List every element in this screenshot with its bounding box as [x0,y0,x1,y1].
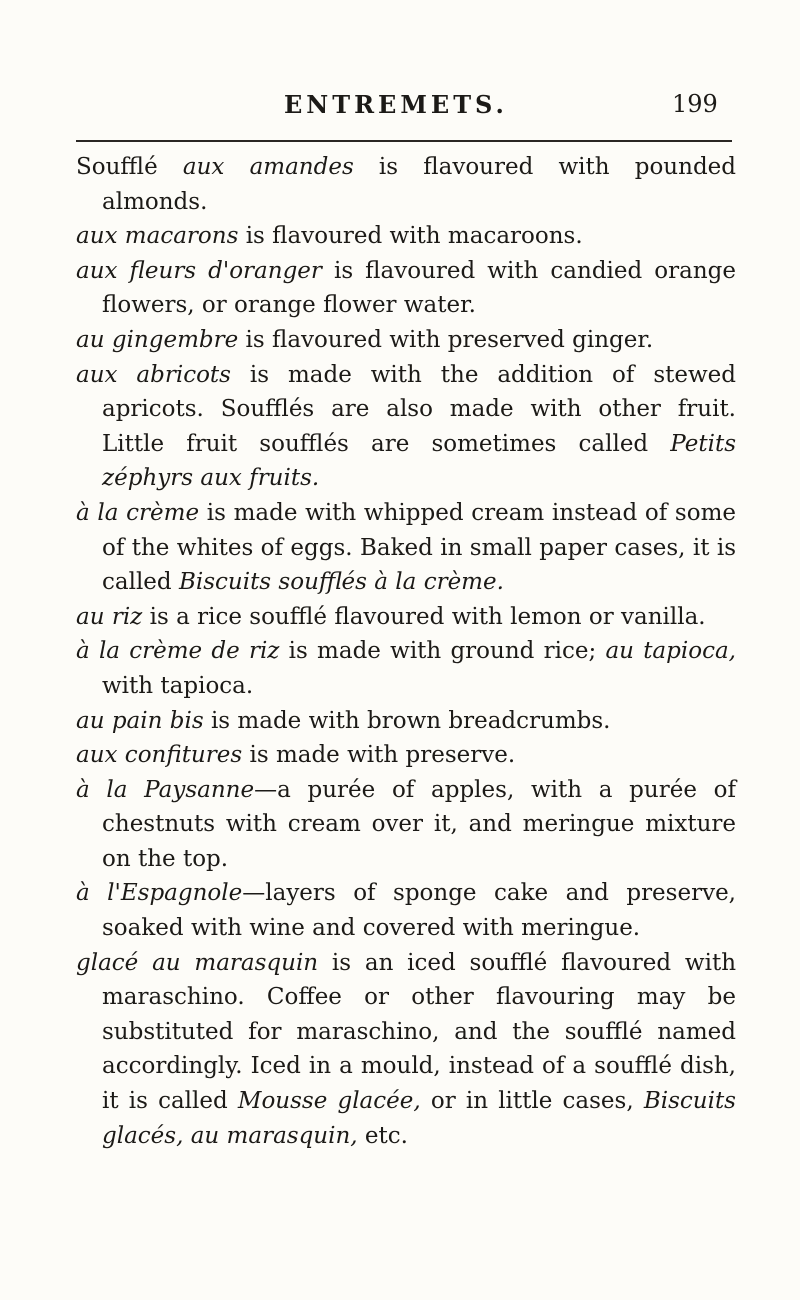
entry-name: aux amandes [182,154,354,180]
entry-name: à la crème [76,499,200,526]
entry-name: aux macarons [76,223,239,250]
entry-name-secondary: Mousse glacée, [237,1088,421,1115]
entry-name-tertiary: Biscuits glacés, au marasquin, [102,1088,736,1149]
entry-name-secondary: Biscuits soufflés à la crème. [178,569,504,596]
entries-text [76,150,736,1153]
entry-name: aux abricots [76,361,231,388]
entry-name: aux confitures [76,742,243,769]
entry-text: is flavoured with pounded almonds. [102,154,736,215]
entry-name: à la crème de riz [76,638,280,665]
entry-aux-abricots [76,358,736,496]
entry-text: —a purée of apples, with a purée of chestnuts with cream over it, and meringue mixture on the top. [102,776,736,872]
entry-a-la-creme [76,496,736,600]
entry-a-la-creme-de-riz [76,634,736,703]
entry-name: au pain bis [76,707,204,734]
entry-text: is made with the addition of stewed apricots. Soufflés are also made with other fruit. Little fruit soufflés are sometimes called [102,361,736,457]
entry-name: glacé au marasquin [76,949,319,976]
entry-name: au gingembre [76,326,239,353]
entry-aux-amandes [76,150,736,219]
entry-text: is made with brown breadcrumbs. [203,707,611,734]
entry-name-secondary: au tapioca, [605,638,736,665]
entry-text: is an iced soufflé flavoured with maraschino. Coffee or other flavouring may be substituted for maraschino, and the soufflé named accordingly. Iced in a mould, instead of a soufflé dish, it is called [102,949,737,1115]
entry-a-lespagnole [76,876,736,945]
entry-text: is flavoured with candied orange flowers, or orange flower water. [102,257,736,319]
entry-text: is a rice soufflé flavoured with lemon or vanilla. [142,603,706,630]
entry-name: à la Paysanne [76,776,255,803]
entry-au-gingembre [76,323,736,358]
entry-aux-confitures [76,738,736,773]
entry-au-riz [76,600,736,635]
entry-text-secondary: with tapioca. [102,672,254,699]
entry-name-secondary: Petits zéphyrs aux fruits. [102,430,736,492]
entry-text: is flavoured with macaroons. [238,223,583,250]
entry-aux-fleurs-doranger [76,254,736,323]
entry-name: à l'Espagnole [76,880,243,907]
entry-text: is made with whipped cream instead of some of the whites of eggs. Baked in small paper cases, it is called [102,499,736,596]
entry-a-la-paysanne [76,773,736,877]
header-rule [76,140,732,142]
entry-text-tertiary: etc. [357,1122,408,1149]
entry-au-pain-bis [76,704,736,739]
page-number: 199 [672,90,718,118]
entry-text: is made with preserve. [242,742,516,769]
entry-glace-au-marasquin [76,946,736,1154]
running-head [0,88,800,128]
entry-aux-macarons [76,219,736,254]
entry-text: is flavoured with preserved ginger. [238,326,654,353]
entry-text: is made with ground rice; [279,638,606,665]
entry-text: —layers of sponge cake and preserve, soaked with wine and covered with meringue. [102,880,736,942]
chapter-title: ENTREMETS. [284,90,508,119]
entry-lead: Soufflé [76,154,158,180]
entry-text-secondary: or in little cases, [420,1088,644,1115]
entry-name: au riz [76,603,143,630]
entry-name: aux fleurs d'oranger [76,257,322,284]
